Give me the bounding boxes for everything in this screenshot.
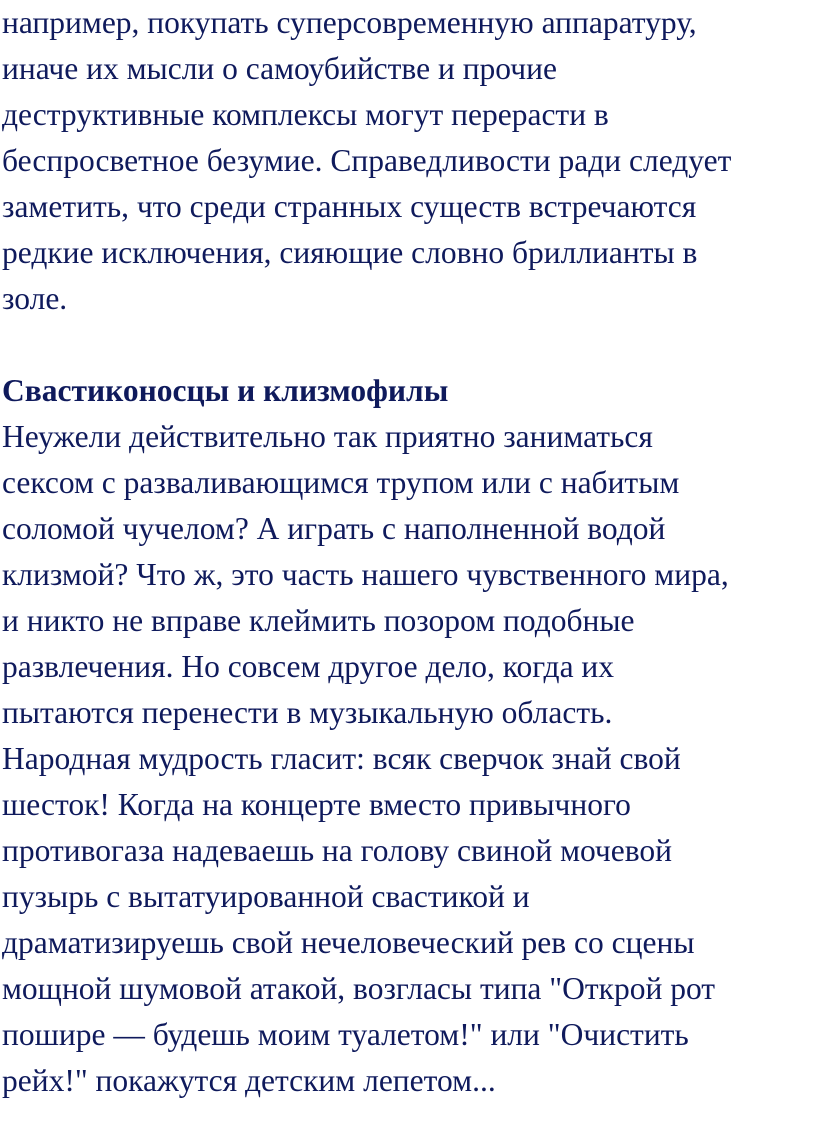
paragraph-1-line: беспросветное безумие. Справедливости ради следует bbox=[2, 143, 732, 178]
paragraph-2-line: пошире — будешь моим туалетом!" или "Очистить bbox=[2, 1017, 689, 1052]
paragraph-1-line: деструктивные комплексы могут перерасти в bbox=[2, 97, 609, 132]
section-heading: Свастиконосцы и клизмофилы bbox=[2, 373, 449, 408]
paragraph-2-line: соломой чучелом? А играть с наполненной водой bbox=[2, 511, 666, 546]
paragraph-2-line: сексом с разваливающимся трупом или с набитым bbox=[2, 465, 680, 500]
paragraph-2-line: драматизируешь свой нечеловеческий рев со сцены bbox=[2, 925, 695, 960]
paragraph-2-line: мощной шумовой атакой, возгласы типа "Открой рот bbox=[2, 971, 716, 1006]
paragraph-2-line: Неужели действительно так приятно заниматься bbox=[2, 419, 653, 454]
paragraph-2-line: пытаются перенести в музыкальную область. bbox=[2, 695, 613, 730]
paragraph-2-line: клизмой? Что ж, это часть нашего чувственного мира, bbox=[2, 557, 729, 592]
paragraph-1-line: иначе их мысли о самоубийстве и прочие bbox=[2, 51, 557, 86]
paragraph-2-line: и никто не вправе клеймить позором подобные bbox=[2, 603, 635, 638]
paragraph-2-line: шесток! Когда на концерте вместо привычного bbox=[2, 787, 631, 822]
paragraph-2-line: противогаза надеваешь на голову свиной мочевой bbox=[2, 833, 673, 868]
paragraph-1-line: например, покупать суперсовременную аппаратуру, bbox=[2, 5, 697, 40]
paragraph-2-line: развлечения. Но совсем другое дело, когда их bbox=[2, 649, 615, 684]
paragraph-1-line: заметить, что среди странных существ встречаются bbox=[2, 189, 697, 224]
paragraph-2-line: Народная мудрость гласит: всяк сверчок знай свой bbox=[2, 741, 681, 776]
paragraph-2-line: рейх!" покажутся детским лепетом... bbox=[2, 1063, 496, 1098]
paragraph-1-line: редкие исключения, сияющие словно бриллианты в bbox=[2, 235, 698, 270]
paragraph-2-line: пузырь с вытатуированной свастикой и bbox=[2, 879, 530, 914]
paragraph-1-line: золе. bbox=[2, 281, 68, 316]
